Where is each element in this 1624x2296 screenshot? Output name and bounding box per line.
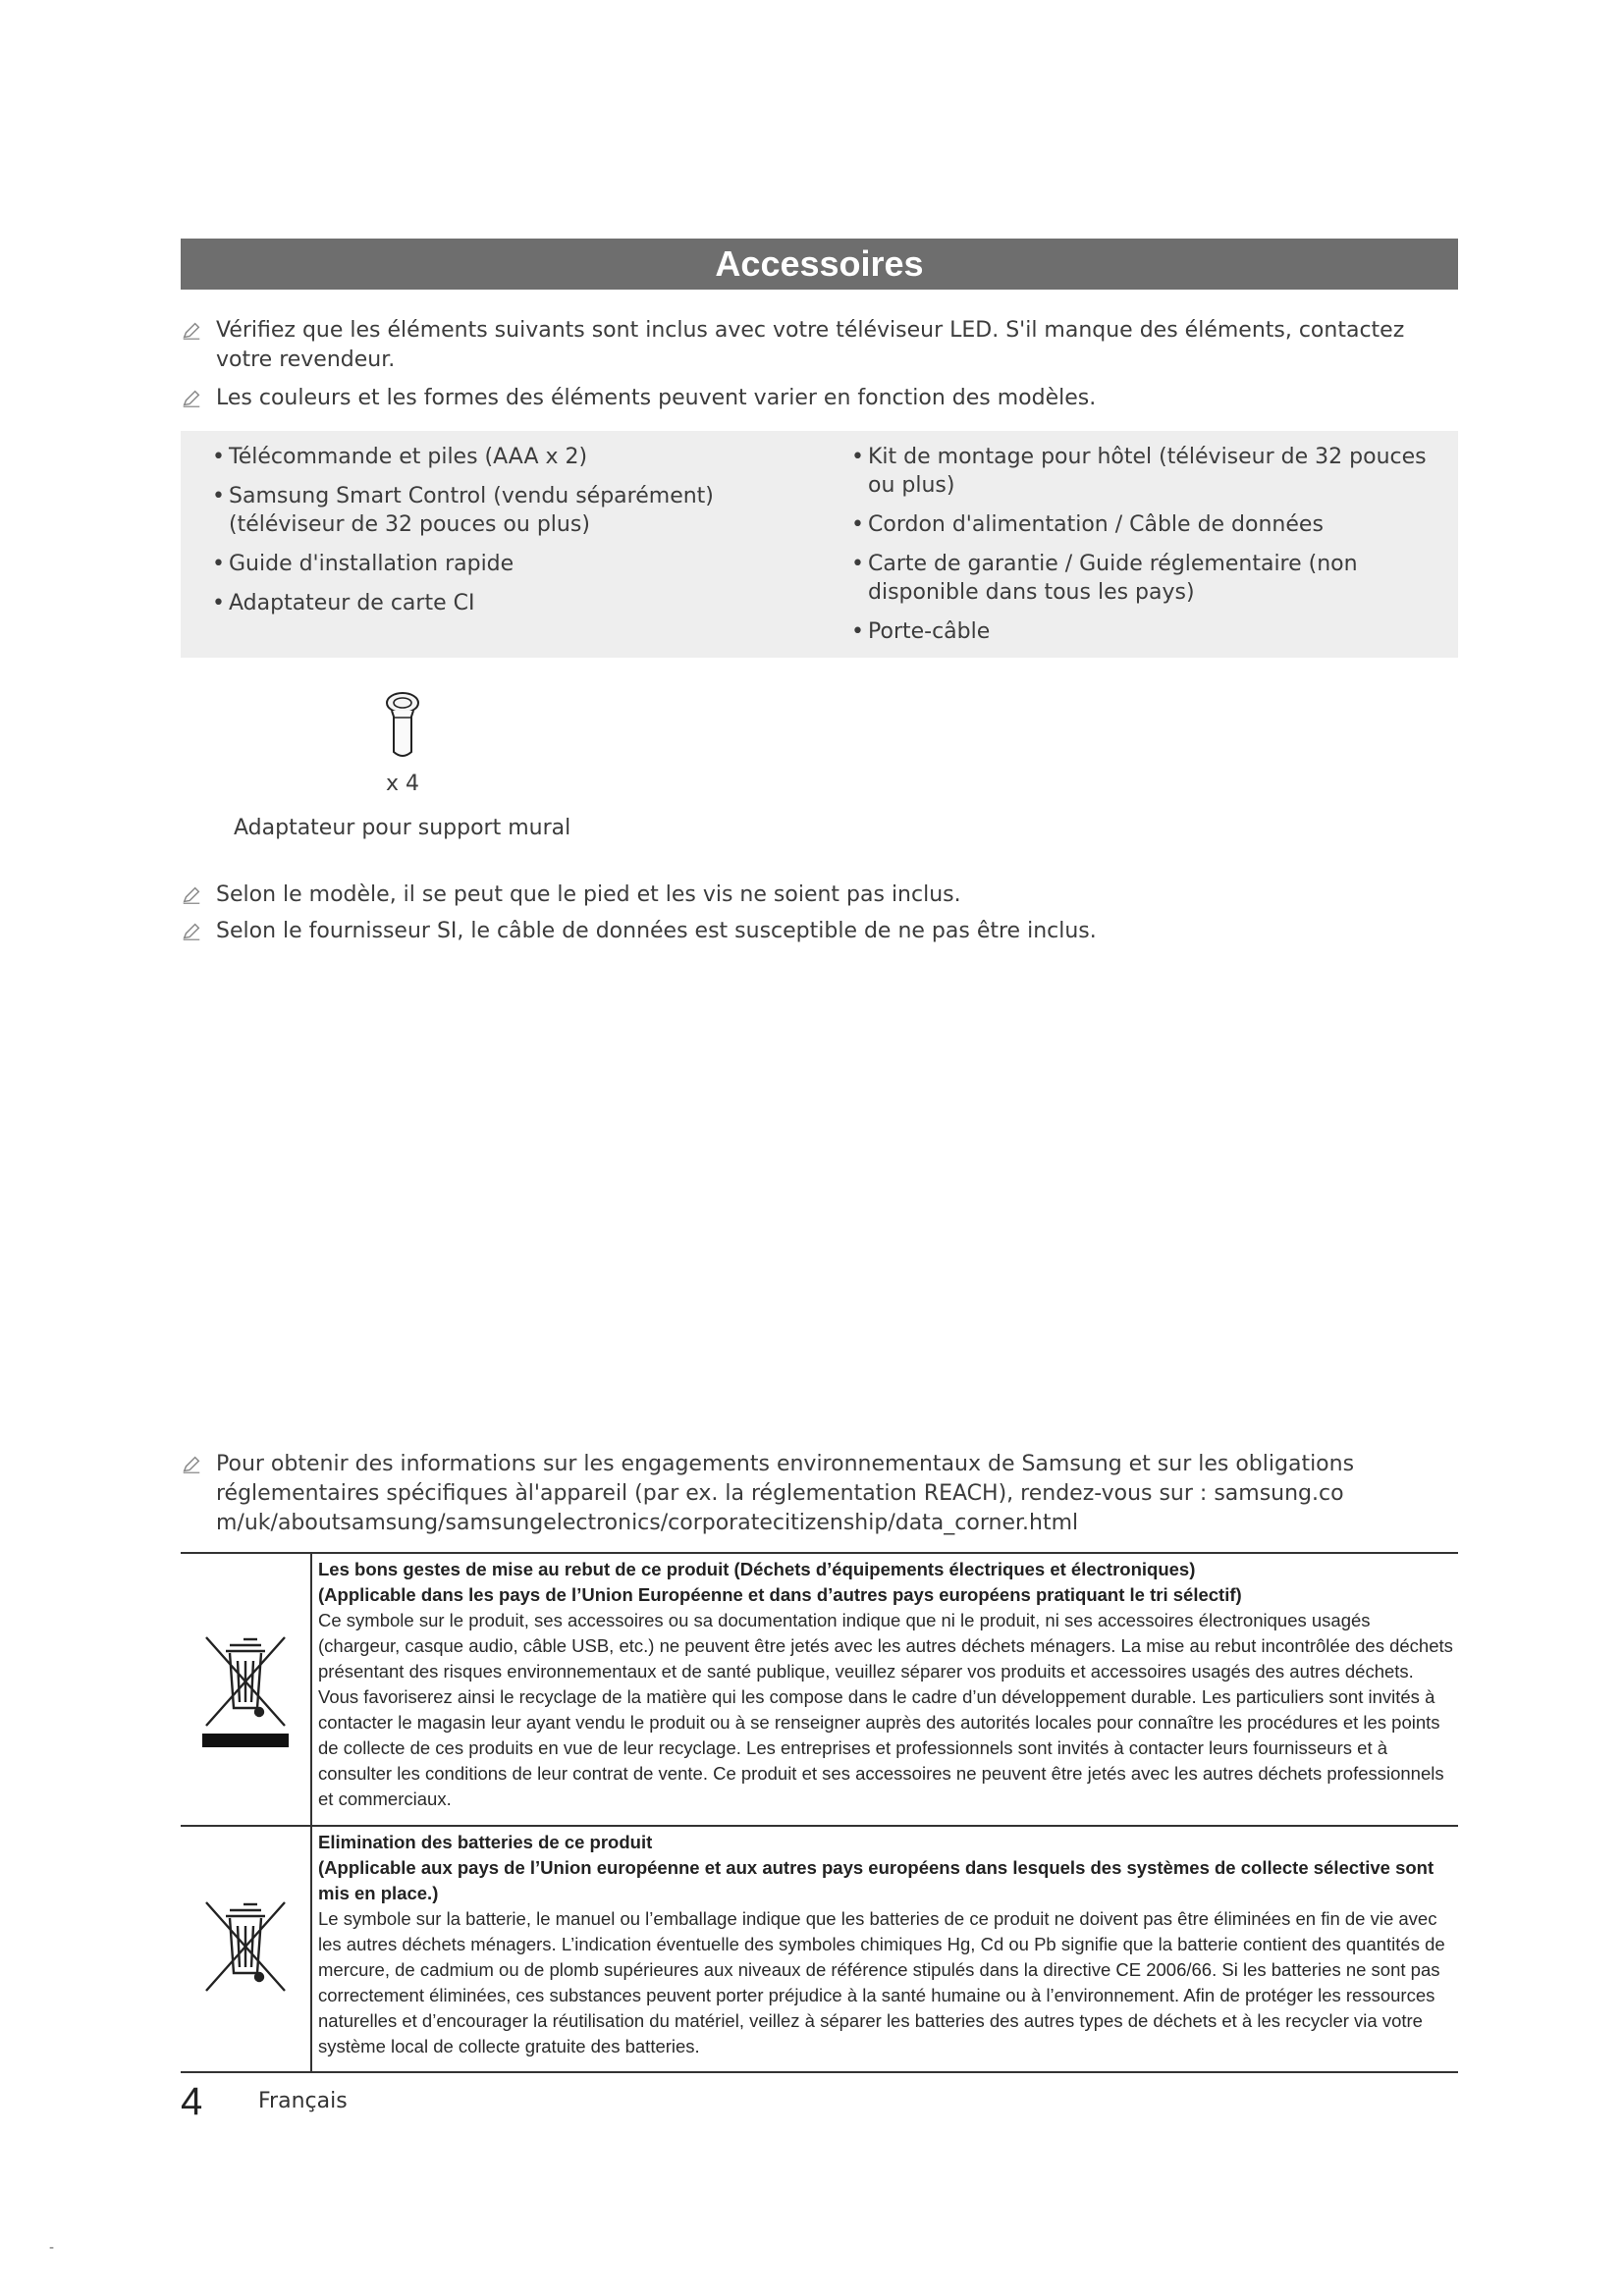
disposal-battery-title: Elimination des batteries de ce produit: [318, 1832, 653, 1852]
section-title: Accessoires: [181, 239, 1458, 290]
disposal-table: [181, 1552, 1458, 2073]
pencil-note-icon: [181, 1450, 216, 1484]
page-language: Français: [258, 2089, 348, 2113]
note-variations: [181, 384, 1458, 418]
disposal-row-battery: [181, 1825, 1458, 2073]
disposal-product-text: [310, 1554, 1458, 1825]
page-number: 4: [181, 2080, 203, 2123]
note-data-cable: [181, 917, 1458, 951]
disposal-battery-subtitle: (Applicable aux pays de l’Union européenne et aux autres pays européens dans lesquels des systèmes de collecte sélective sont mis en place.): [318, 1857, 1435, 1903]
note-stand-screws: [181, 881, 1458, 915]
accessories-right-column: [851, 443, 1445, 657]
list-item: • Carte de garantie / Guide réglementaire (non disponible dans tous les pays): [851, 552, 1358, 605]
pencil-note-icon: [181, 917, 216, 951]
pencil-note-icon: [181, 881, 216, 915]
list-item: • Télécommande et piles (AAA x 2): [212, 445, 588, 469]
weee-symbol-cell: [181, 1554, 310, 1825]
crossed-battery-bin-icon: [200, 1896, 291, 2002]
note-text: Pour obtenir des informations sur les engagements environnementaux de Samsung et sur les obligations réglementaires spécifiques àl'appareil (par ex. la réglementation REACH), rendez-vous sur : samsung.com/uk/aboutsamsung/samsungelectronics/corporatecitizenship/data_corner.html: [216, 1452, 1355, 1535]
wall-mount-adapter-icon: [383, 691, 422, 762]
pencil-note-icon: [181, 316, 216, 350]
disposal-product-body: Ce symbole sur le produit, ses accessoires ou sa documentation indique que ni le produit, ni ses accessoires électroniques usagés (chargeur, casque audio, câble USB, etc.) ne peuvent être jetés avec les autres déchets ménagers. La mise au rebut incontrôlée des déchets présentant des risques environnementaux et de santé publique, veuillez séparer vos produits et accessoires usagés des autres déchets. Vous favoriserez ainsi le recyclage de la matière qui les compose dans le cadre d’un développement durable. Les particuliers sont invités à contacter le magasin leur ayant vendu le produit ou à se renseigner auprès des autorités locales pour connaître les procédures et les points de collecte de ces produits en vue de leur recyclage. Les entreprises et professionnels sont invités à contacter leurs fournisseurs et à consulter les conditions de leur contrat de vente. Ce produit et ses accessoires ne peuvent être jetés avec les autres déchets professionnels et commerciaux.: [318, 1610, 1453, 1809]
crossed-bin-icon: [200, 1631, 291, 1747]
wall-mount-label: Adaptateur pour support mural: [234, 816, 571, 840]
disposal-product-subtitle: (Applicable dans les pays de l’Union Européenne et dans d’autres pays européens pratiquant le tri sélectif): [318, 1584, 1242, 1605]
disposal-row-product: [181, 1554, 1458, 1825]
wall-mount-quantity: x 4: [385, 772, 419, 796]
list-item: • Kit de montage pour hôtel (téléviseur de 32 pouces ou plus): [851, 445, 1427, 498]
accessories-list-box: [181, 431, 1458, 658]
note-environment: [181, 1450, 1359, 1538]
accessories-left-column: [212, 443, 801, 628]
list-item: • Porte-câble: [851, 619, 991, 644]
list-item: • Cordon d'alimentation / Câble de données: [851, 512, 1324, 537]
list-item: • Guide d'installation rapide: [212, 552, 514, 576]
corner-mark: -: [49, 2240, 55, 2256]
pencil-note-icon: [181, 384, 216, 418]
note-text: Les couleurs et les formes des éléments peuvent varier en fonction des modèles.: [216, 386, 1097, 410]
note-text: Selon le modèle, il se peut que le pied et les vis ne soient pas inclus.: [216, 882, 961, 907]
disposal-battery-text: [310, 1827, 1458, 2071]
weee-symbol-cell: [181, 1827, 310, 2071]
note-check-items: [181, 316, 1458, 375]
note-text: Vérifiez que les éléments suivants sont inclus avec votre téléviseur LED. S'il manque des éléments, contactez votre revendeur.: [216, 318, 1405, 372]
list-item: • Samsung Smart Control (vendu séparément) (téléviseur de 32 pouces ou plus): [212, 484, 714, 537]
list-item: • Adaptateur de carte CI: [212, 591, 475, 615]
wall-mount-adapter-image: [373, 691, 432, 766]
disposal-battery-body: Le symbole sur la batterie, le manuel ou l’emballage indique que les batteries de ce produit ne doivent pas être éliminées en fin de vie avec les autres déchets ménagers. L’indication éventuelle des symboles chimiques Hg, Cd ou Pb signifie que la batterie contient des quantités de mercure, de cadmium ou de plomb supérieures aux niveaux de référence stipulés dans la directive CE 2006/66. Si les batteries ne sont pas correctement éliminées, ces substances peuvent porter préjudice à la santé humaine ou à l’environnement. Afin de protéger les ressources naturelles et d’encourager la réutilisation du matériel, veillez à séparer les batteries des autres types de déchets et à les recycler via votre système local de collecte gratuite des batteries.: [318, 1908, 1445, 2056]
disposal-product-title: Les bons gestes de mise au rebut de ce produit (Déchets d’équipements électriques et électroniques): [318, 1559, 1196, 1579]
note-text: Selon le fournisseur SI, le câble de données est susceptible de ne pas être inclus.: [216, 919, 1097, 943]
